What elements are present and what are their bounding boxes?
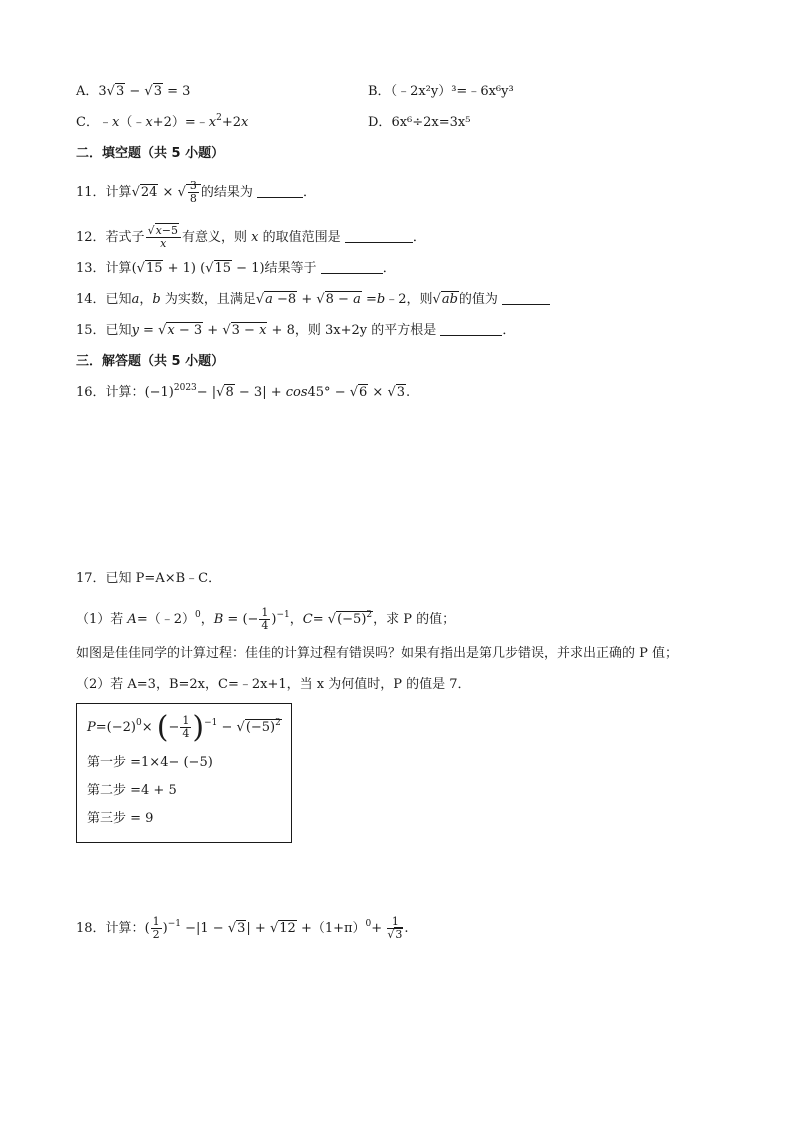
calculation-box (76, 703, 292, 843)
answer-blank[interactable] (345, 230, 413, 243)
box-line-3: 第三步 = 9 (87, 811, 154, 826)
box-line-2: 第二步 =4 + 5 (87, 783, 177, 798)
question-16: 16．计算：$(-1)^{2023}- |√8 - 3| + \cos 45^\circ - √6 \times √3$. (76, 383, 411, 400)
question-15: 15．已知y = √x − 3 + √3 − x + 8，则 3x+2y 的平方根是 ． (76, 323, 516, 338)
section-title-solve: 三．解答题（共 5 小题） (76, 354, 225, 369)
question-11: 11．计算√24 × √ $\frac{3}{8}$ 的结果为 ． (76, 179, 317, 205)
answer-blank[interactable] (440, 323, 502, 336)
option-c: C．$﹣x(﹣x+2)=﹣x^2+2x$ (76, 113, 249, 130)
box-line-1: 第一步 =1×4− (−5) (87, 755, 213, 770)
option-d: D．6x⁶÷2x=3x⁵ (368, 115, 471, 130)
answer-blank[interactable] (502, 292, 550, 305)
question-17-part-1: （1）若 A=（﹣2）$^0$，B = (− $\frac{1}{4}$ )$^{-1}$，$C= √(-5)^2$，求 P 的值； (76, 606, 456, 632)
question-13: 13．计算(√15 + 1) (√15 − 1)结果等于 ． (76, 261, 396, 276)
question-17-description: 如图是佳佳同学的计算过程：佳佳的计算过程有错误吗？如果有指出是第几步错误，并求出正确的 P 值； (76, 646, 679, 661)
box-line-0: $P=(-2)^0\times$ (− $\frac{1}{4}$ )$^{-1} - √(-5)^2$ (87, 710, 281, 745)
option-b: B．（﹣2x²y）³=﹣6x⁶y³ (368, 84, 514, 99)
question-17-part-2: （2）若 A=3，B=2x，C=﹣2x+1，当 x 为何值时，P 的值是 7． (76, 677, 471, 692)
question-17-stem: 17．已知 P=A×B﹣C． (76, 571, 222, 586)
option-a: A．3√3 − √3 = 3 (76, 84, 191, 99)
question-14: 14．已知a，b 为实数，且满足√a −8 + √8 − a =b﹣2，则√ab的值为 (76, 290, 550, 310)
section-title-fill-blank: 二．填空题（共 5 小题） (76, 146, 225, 161)
question-18: 18．计算：( $\frac{1}{2}$ )$^{-1} -|1 - √3| + √12 +(1+\pi)^0+$ $\frac{1}{√3}$ . (76, 915, 409, 941)
answer-blank[interactable] (257, 185, 303, 198)
answer-blank[interactable] (321, 261, 383, 274)
question-12: 12．若式子 $\frac{√x-5}{x}$ 有意义，则 x 的取值范围是 ． (76, 224, 426, 250)
